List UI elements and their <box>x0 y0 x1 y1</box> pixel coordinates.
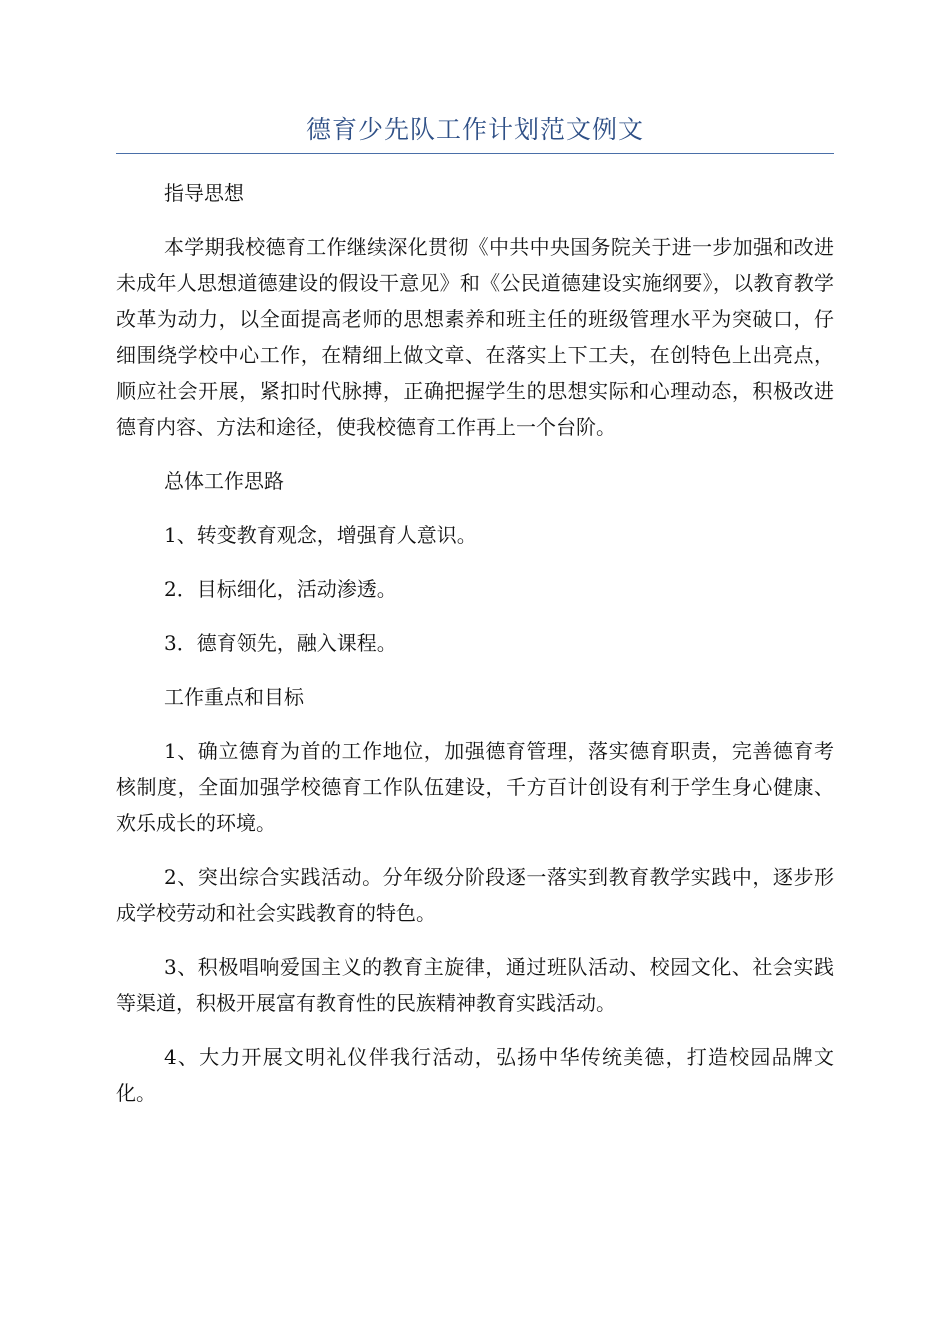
document-body <box>116 175 834 1129</box>
heading-overall-approach: 总体工作思路 <box>164 469 284 493</box>
paragraph-guiding-ideology: 本学期我校德育工作继续深化贯彻《中共中央国务院关于进一步加强和改进未成年人思想道德建设的假设干意见》和《公民道德建设实施纲要》，以教育教学改革为动力，以全面提高老师的思想素养和班主任的班级管理水平为突破口，仔细围绕学校中心工作，在精细上做文章、在落实上下工夫，在创特色上出亮点，顺应社会开展，紧扣时代脉搏，正确把握学生的思想实际和心理动态，积极改进德育内容、方法和途径，使我校德育工作再上一个台阶。 <box>116 235 834 439</box>
heading-key-goals: 工作重点和目标 <box>164 685 304 709</box>
document-title: 德育少先队工作计划范文例文 <box>305 115 644 144</box>
list-item-goal-2: 2、突出综合实践活动。分年级分阶段逐一落实到教育教学实践中，逐步形成学校劳动和社会实践教育的特色。 <box>116 865 834 925</box>
list-item-goal-1: 1、确立德育为首的工作地位，加强德育管理，落实德育职责，完善德育考核制度，全面加强学校德育工作队伍建设，千方百计创设有利于学生身心健康、欢乐成长的环境。 <box>116 739 834 835</box>
list-item-goal-3: 3、积极唱响爱国主义的教育主旋律，通过班队活动、校园文化、社会实践等渠道，积极开展富有教育性的民族精神教育实践活动。 <box>116 955 834 1015</box>
list-item-approach-2: 2．目标细化，活动渗透。 <box>164 577 397 601</box>
list-item-approach-3: 3．德育领先，融入课程。 <box>164 631 397 655</box>
title-underline <box>116 153 834 154</box>
list-item-goal-4: 4、大力开展文明礼仪伴我行活动，弘扬中华传统美德，打造校园品牌文化。 <box>116 1045 834 1105</box>
list-item-approach-1: 1、转变教育观念，增强育人意识。 <box>164 523 477 547</box>
heading-guiding-ideology: 指导思想 <box>164 181 244 205</box>
